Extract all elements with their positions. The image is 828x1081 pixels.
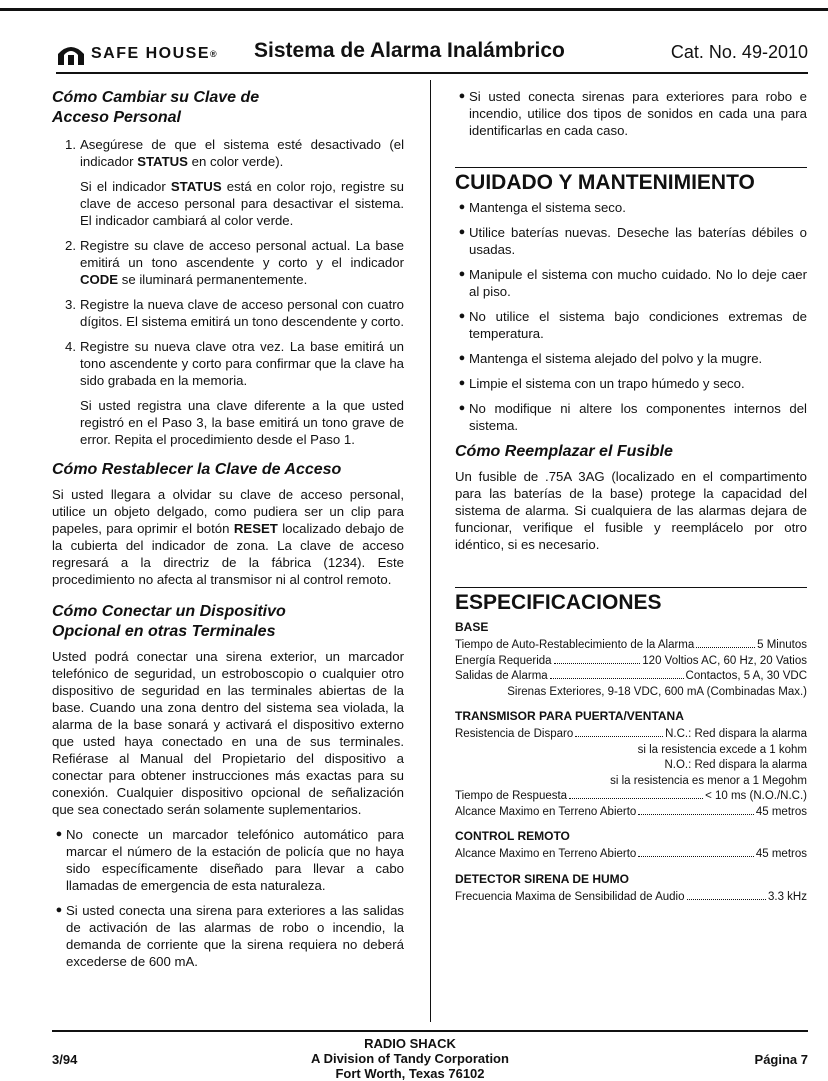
- section-heading-restablecer: Cómo Restablecer la Clave de Acceso: [52, 461, 342, 478]
- list-item: ● Mantenga el sistema alejado del polvo y la mugre.: [455, 350, 807, 367]
- column-divider: [430, 80, 431, 1022]
- spec-row: Tiempo de Respuesta < 10 ms (N.O./N.C.): [455, 790, 807, 802]
- bullet-icon: ●: [55, 828, 63, 840]
- step-body: [80, 338, 404, 448]
- footer-date: 3/94: [52, 1052, 78, 1067]
- fusible-paragraph: Un fusible de .75A 3AG (localizado en el compartimento para las baterías de la base) protege la capacidad del sistema de alarma. Si cualquiera de las alarmas dejara de funcionar, verifique el fusible y reemplácelo por otro idéntico, si es necesario.: [455, 469, 807, 552]
- bullet-icon: ●: [458, 201, 466, 213]
- bullet-icon: ●: [458, 226, 466, 238]
- section-heading-fusible: Cómo Reemplazar el Fusible: [455, 443, 673, 460]
- heading-line: Opcional en otras Terminales: [52, 623, 276, 640]
- bullet-icon: ●: [55, 904, 63, 916]
- heading-line: Cómo Conectar un Dispositivo: [52, 603, 286, 620]
- bullet-icon: ●: [458, 90, 466, 102]
- left-column: [52, 88, 404, 978]
- step-body: [80, 136, 404, 229]
- step-item: [52, 338, 404, 448]
- bullet-icon: ●: [458, 268, 466, 280]
- section-heading-cambiar-clave: [52, 88, 404, 128]
- right-column: [455, 88, 807, 905]
- step-item: [52, 136, 404, 229]
- spec-row: Resistencia de Disparo N.C.: Red dispara la alarma: [455, 728, 807, 740]
- step-number: 4.: [65, 339, 76, 354]
- steps-list: [52, 136, 404, 448]
- step-paragraph: Si usted registra una clave diferente a la que usted registró en el Paso 3, la base emitirá un tono grave de error. Repita el procedimiento desde el Paso 1.: [80, 398, 404, 447]
- spec-row: Frecuencia Maxima de Sensibilidad de Audio 3.3 kHz: [455, 890, 807, 903]
- step-paragraph: Si el indicador STATUS está en color rojo, registre su clave de acceso personal para desactivar el sistema. El indicador cambiará al color verde.: [80, 179, 404, 228]
- list-item: ● Si usted conecta una sirena para exteriores a las salidas de activación de las alarmas de robo o incendio, la demanda de corriente que la sirena requiera no deberá excederse de 600 mA.: [52, 902, 404, 970]
- step-paragraph: Registre su clave de acceso personal actual. La base emitirá un tono ascendente y corto y el indicador CODE se iluminará permanentemente.: [80, 238, 404, 287]
- section-title-cuidado: CUIDADO Y MANTENIMIENTO: [455, 167, 807, 191]
- publisher-address: Fort Worth, Texas 76102: [335, 1066, 485, 1081]
- spec-row: Salidas de Alarma Contactos, 5 A, 30 VDC: [455, 670, 807, 682]
- page-header: [56, 38, 808, 70]
- spec-row: Alcance Maximo en Terreno Abierto 45 metros: [455, 848, 807, 860]
- spec-row: Energía Requerida 120 Voltios AC, 60 Hz, 20 Vatios: [455, 654, 807, 667]
- list-item: ● No modifique ni altere los componentes internos del sistema.: [455, 400, 807, 434]
- list-item: ● No conecte un marcador telefónico automático para marcar el número de la estación de policía que no haya sido específicamente diseñado para llevar a cabo llamadas de emergencia de esta naturaleza.: [52, 826, 404, 894]
- step-item: [52, 237, 404, 288]
- step-paragraph: Registre la nueva clave de acceso personal con cuatro dígitos. El sistema emitirá un tono descendente y corto.: [80, 297, 404, 329]
- bullet-icon: ●: [458, 352, 466, 364]
- footer-rule: [52, 1030, 808, 1032]
- list-item: ● Mantenga el sistema seco.: [455, 199, 807, 216]
- spec-group-heading: DETECTOR SIRENA DE HUMO: [455, 871, 630, 886]
- step-paragraph: Asegúrese de que el sistema esté desactivado (el indicador STATUS en color verde).: [80, 137, 404, 169]
- list-item: ● Limpie el sistema con un trapo húmedo y seco.: [455, 375, 807, 392]
- step-number: 1.: [65, 137, 76, 152]
- bullet-icon: ●: [458, 377, 466, 389]
- spec-continuation: N.O.: Red dispara la alarma: [664, 759, 807, 771]
- conectar-paragraph: Usted podrá conectar una sirena exterior, un marcador telefónico de seguridad, un estroboscopio o cualquier otro dispositivo de seguridad en las terminales abiertas de la base. Cuando una zona dentro del sistema sea violada, la alarma de la base sonará y activará el dispositivo externo que usted haya conectado en una de sus terminales. Refiérase al Manual del Propietario del dispositivo a conectar para obtener instrucciones más exactas para su conexión. Cualquier dispositivo opcional de señalización que sea conectado serán solamente suplementarios.: [52, 649, 404, 817]
- safe-house-logo: [56, 42, 217, 66]
- catalog-number: Cat. No. 49-2010: [670, 42, 808, 62]
- spec-continuation: si la resistencia excede a 1 kohm: [637, 743, 807, 756]
- document-title: Sistema de Alarma Inalámbrico: [254, 39, 565, 62]
- publisher-division: A Division of Tandy Corporation: [311, 1051, 509, 1066]
- step-number: 2.: [65, 238, 76, 253]
- continued-bullets: [455, 88, 807, 139]
- heading-line: Cómo Cambiar su Clave de: [52, 89, 260, 106]
- brand-name: SAFE HOUSE: [91, 45, 211, 62]
- footer-publisher: [280, 1036, 540, 1081]
- step-body: [80, 237, 404, 288]
- spec-continuation: Sirenas Exteriores, 9-18 VDC, 600 mA (Combinadas Max.): [507, 685, 807, 698]
- list-item: ● Si usted conecta sirenas para exteriores para robo e incendio, utilice dos tipos de sonidos en cada una para identificarlas en cada caso.: [455, 88, 807, 139]
- step-number: 3.: [65, 297, 76, 312]
- spec-group-heading: CONTROL REMOTO: [455, 829, 570, 843]
- status-keyword: STATUS: [170, 179, 222, 194]
- top-rule: [0, 8, 828, 11]
- spec-row: Tiempo de Auto-Restablecimiento de la Alarma 5 Minutos: [455, 639, 807, 651]
- code-keyword: CODE: [80, 272, 119, 287]
- step-body: [80, 296, 404, 330]
- restablecer-paragraph: Si usted llegara a olvidar su clave de acceso personal, utilice un objeto delgado, como pudiera ser un clip para papeles, para oprimir el botón RESET localizado debajo de la cubierta del indicador de zona. La clave de acceso regresará a la directriz de la fábrica (1234). Este procedimiento no afecta al transmisor ni al control remoto.: [52, 487, 404, 587]
- list-item: ● No utilice el sistema bajo condiciones extremas de temperatura.: [455, 308, 807, 342]
- conectar-bullets: [52, 826, 404, 970]
- section-heading-conectar: [52, 602, 404, 642]
- step-item: [52, 296, 404, 330]
- spec-row: Alcance Maximo en Terreno Abierto 45 metros: [455, 805, 807, 818]
- status-keyword: STATUS: [137, 154, 188, 169]
- page-number: Página 7: [754, 1052, 808, 1067]
- cuidado-bullets: [455, 199, 807, 434]
- bullet-icon: ●: [458, 310, 466, 322]
- spec-group-heading: BASE: [455, 620, 489, 634]
- house-logo-icon: [56, 42, 86, 66]
- brand-mark: ®: [210, 49, 217, 59]
- spec-group-heading: TRANSMISOR PARA PUERTA/VENTANA: [455, 709, 684, 723]
- step-paragraph: Registre su nueva clave otra vez. La base emitirá un tono ascendente y corto para confirmar que la clave ha sido grabada en la memoria.: [80, 339, 404, 388]
- header-rule: [56, 72, 808, 74]
- section-title-especificaciones: ESPECIFICACIONES: [455, 587, 807, 611]
- reset-keyword: RESET: [233, 521, 278, 536]
- spec-continuation: si la resistencia es menor a 1 Megohm: [610, 774, 807, 787]
- list-item: ● Utilice baterías nuevas. Deseche las baterías débiles o usadas.: [455, 224, 807, 258]
- bullet-icon: ●: [458, 402, 466, 414]
- heading-line: Acceso Personal: [52, 109, 181, 126]
- publisher-name: RADIO SHACK: [364, 1036, 456, 1051]
- list-item: ● Manipule el sistema con mucho cuidado. No lo deje caer al piso.: [455, 266, 807, 300]
